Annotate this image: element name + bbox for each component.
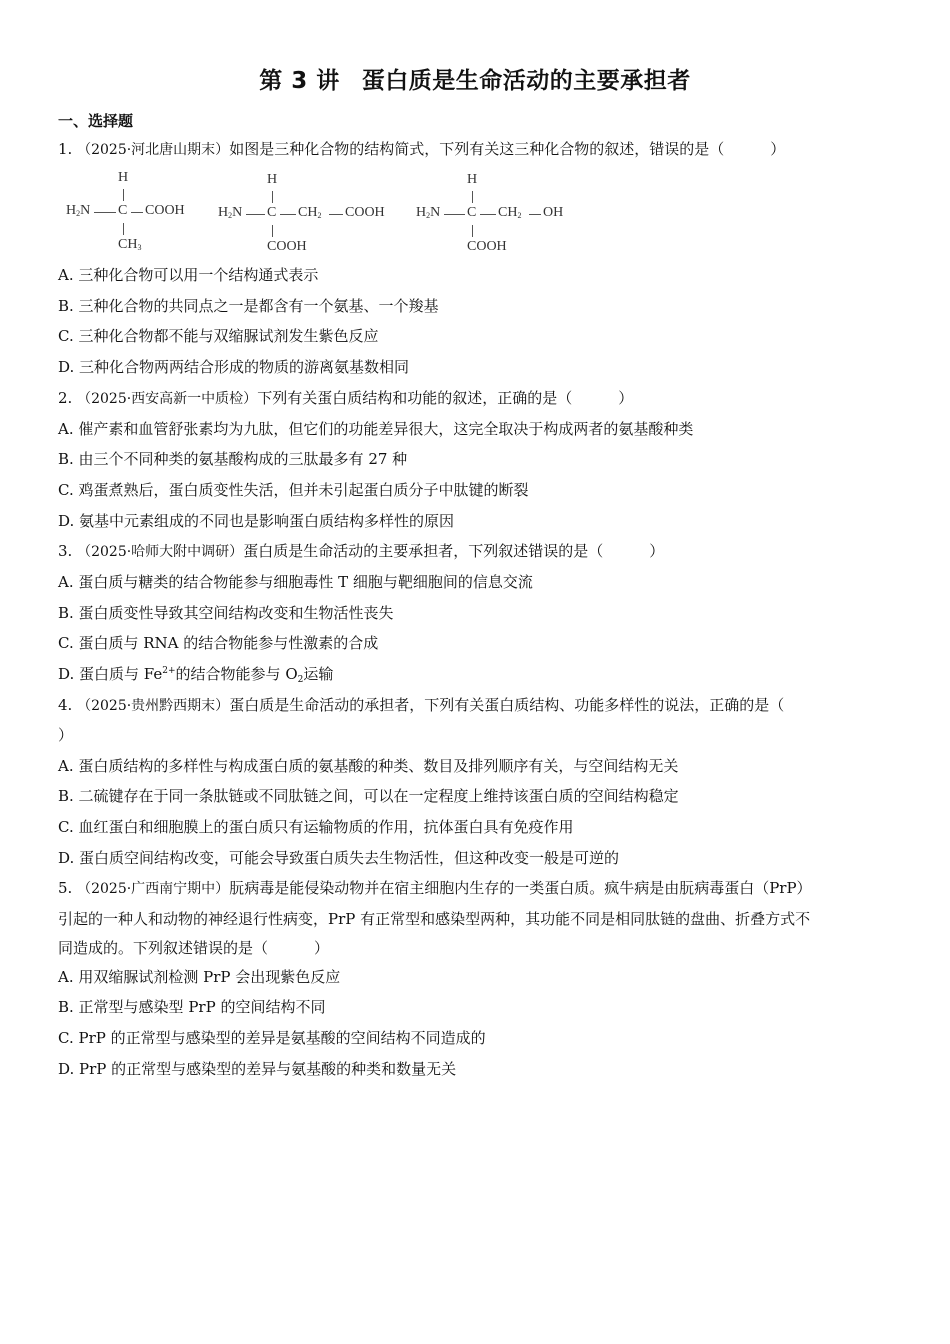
question-5-stem-line2: 引起的一种人和动物的神经退行性病变，PrP 有正常型和感染型两种，其功能不同是相同肽链的盘曲、折叠方式不 [58, 910, 811, 928]
q2-option-c: C. 鸡蛋煮熟后，蛋白质变性失活，但并未引起蛋白质分子中肽键的断裂 [58, 481, 529, 499]
question-4-close: ） [58, 726, 74, 744]
question-5-stem-line1: 5. （2025·广西南宁期中）朊病毒是能侵染动物并在宿主细胞内生存的一类蛋白质。疯牛病是由朊病毒蛋白（PrP） [58, 879, 812, 897]
question-4-stem: 4. （2025·贵州黔西期末）蛋白质是生命活动的承担者，下列有关蛋白质结构、功能多样性的说法，正确的是（ [58, 696, 785, 714]
q5-option-d: D. PrP 的正常型与感染型的差异与氨基酸的种类和数量无关 [58, 1060, 457, 1078]
q1-option-d: D. 三种化合物两两结合形成的物质的游离氨基数相同 [58, 358, 410, 376]
page-title [0, 62, 950, 95]
lesson-title: 蛋白质是生命活动的主要承担者 [361, 68, 691, 94]
molecule-alanine: H $H_2N$ C COOH $CH_3$ [66, 170, 185, 252]
q3-option-c: C. 蛋白质与 RNA 的结合物能参与性激素的合成 [58, 634, 379, 652]
q2-option-a: A. 催产素和血管舒张素均为九肽，但它们的功能差异很大，这完全取决于构成两者的氨基酸种类 [58, 420, 694, 438]
q1-option-b: B. 三种化合物的共同点之一是都含有一个氨基、一个羧基 [58, 297, 439, 315]
q5-option-b: B. 正常型与感染型 PrP 的空间结构不同 [58, 998, 326, 1016]
question-3-stem: 3. （2025·哈师大附中调研）蛋白质是生命活动的主要承担者，下列叙述错误的是（ ） [58, 542, 665, 560]
molecule-aspartate: H $H_2N$ C $CH_2$ COOH COOH [218, 172, 385, 254]
q5-option-c: C. PrP 的正常型与感染型的差异是氨基酸的空间结构不同造成的 [58, 1029, 486, 1047]
q4-option-c: C. 血红蛋白和细胞膜上的蛋白质只有运输物质的作用，抗体蛋白具有免疫作用 [58, 818, 574, 836]
question-5-stem-line3: 同造成的。下列叙述错误的是（ ） [58, 939, 330, 957]
q4-option-a: A. 蛋白质结构的多样性与构成蛋白质的氨基酸的种类、数目及排列顺序有关，与空间结构无关 [58, 757, 679, 775]
q4-option-d: D. 蛋白质空间结构改变，可能会导致蛋白质失去生物活性，但这种改变一般是可逆的 [58, 849, 620, 867]
molecule-serine-like: H $H_2N$ C $CH_2$ OH COOH [416, 172, 564, 254]
q3-option-a: A. 蛋白质与糖类的结合物能参与细胞毒性 T 细胞与靶细胞间的信息交流 [58, 573, 533, 591]
q1-option-c: C. 三种化合物都不能与双缩脲试剂发生紫色反应 [58, 327, 379, 345]
q3-option-b: B. 蛋白质变性导致其空间结构改变和生物活性丧失 [58, 604, 394, 622]
question-2-stem: 2. （2025·西安高新一中质检）下列有关蛋白质结构和功能的叙述，正确的是（ ） [58, 389, 634, 407]
q1-option-a: A. 三种化合物可以用一个结构通式表示 [58, 266, 319, 284]
section-heading: 一、选择题 [58, 112, 134, 130]
q2-option-d: D. 氨基中元素组成的不同也是影响蛋白质结构多样性的原因 [58, 512, 455, 530]
lesson-number: 第 3 讲 [259, 68, 340, 94]
q5-option-a: A. 用双缩脲试剂检测 PrP 会出现紫色反应 [58, 968, 341, 986]
q2-option-b: B. 由三个不同种类的氨基酸构成的三肽最多有 27 种 [58, 450, 408, 468]
q4-option-b: B. 二硫键存在于同一条肽链或不同肽链之间，可以在一定程度上维持该蛋白质的空间结构稳定 [58, 787, 679, 805]
q3-option-d: D. 蛋白质与 $Fe^{2+}$的结合物能参与 $O_2$运输 [58, 665, 334, 685]
question-1-stem: 1. （2025·河北唐山期末）如图是三种化合物的结构简式，下列有关这三种化合物的叙述，错误的是（ ） [58, 140, 786, 158]
